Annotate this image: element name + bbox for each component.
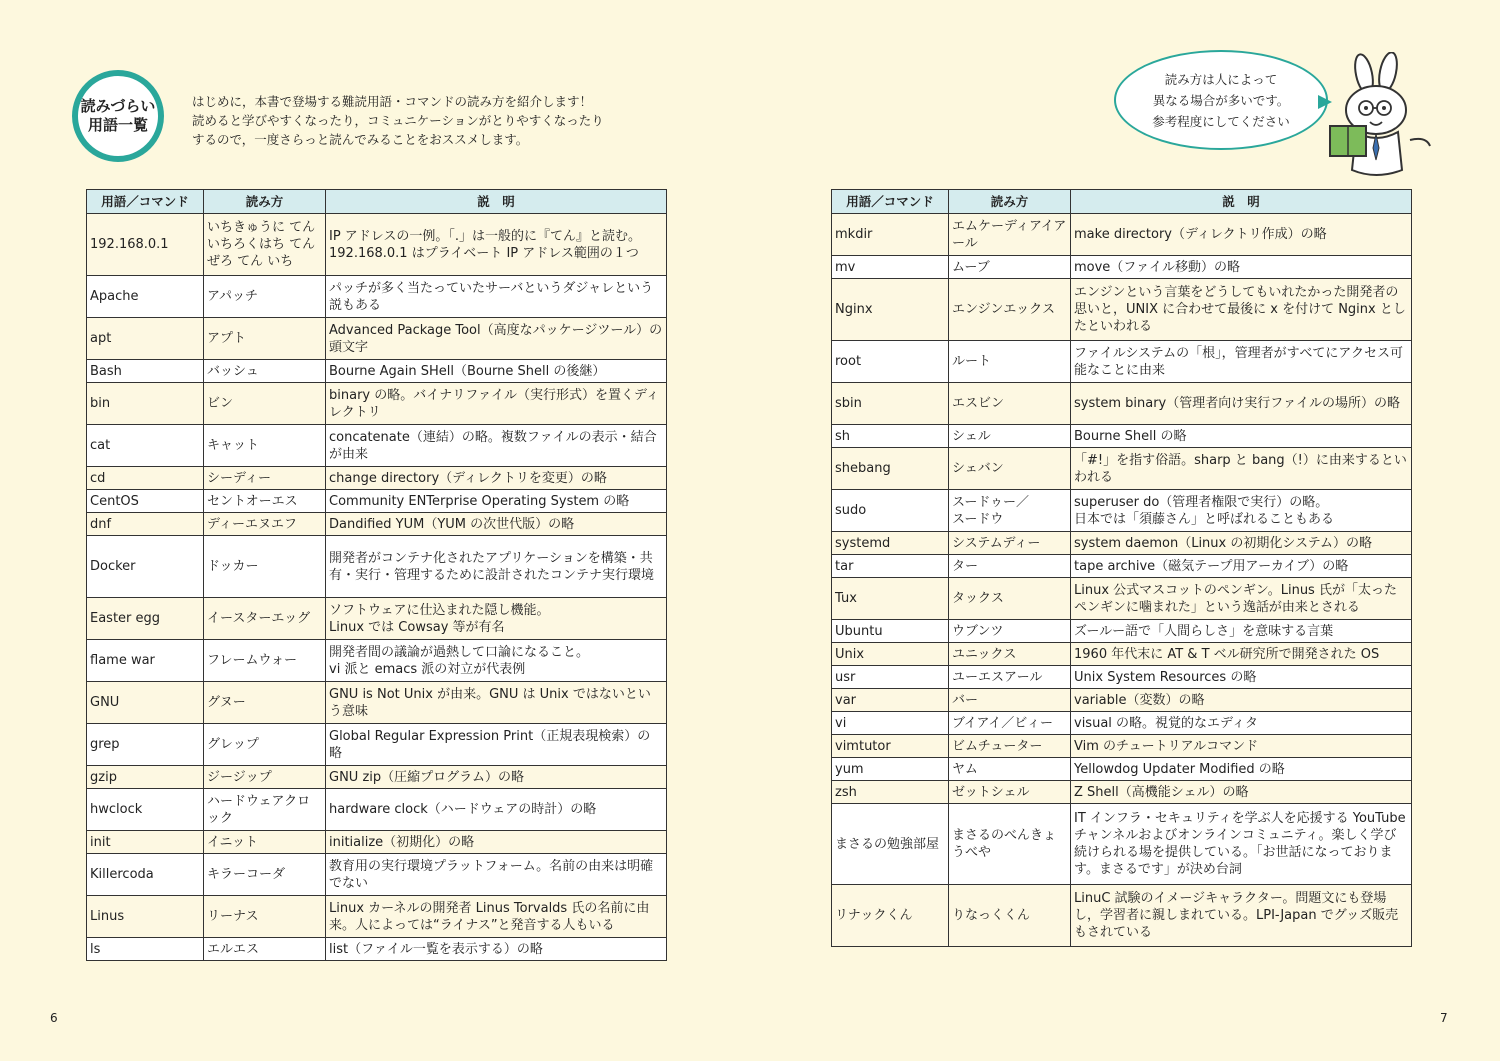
description-cell: ファイルシステムの「根」，管理者がすべてにアクセス可能なことに由来 (1071, 341, 1412, 383)
term-cell: vimtutor (832, 735, 949, 758)
bubble-line: 参考程度にしてください (1152, 113, 1290, 129)
term-cell: cd (87, 467, 204, 490)
table-row (832, 383, 1412, 425)
description-cell: Community ENTerprise Operating System の略 (326, 490, 667, 513)
reading-cell: グレップ (204, 724, 326, 766)
reading-cell: ウブンツ (949, 620, 1071, 643)
reading-cell: ビムチューター (949, 735, 1071, 758)
left-table-body (87, 214, 667, 961)
reading-cell: シーディー (204, 467, 326, 490)
reading-cell: ドッカー (204, 536, 326, 598)
description-cell: hardware clock（ハードウェアの時計）の略 (326, 789, 667, 831)
table-row (832, 666, 1412, 689)
description-cell: GNU zip（圧縮プログラム）の略 (326, 766, 667, 789)
intro-line: 読めると学びやすくなったり，コミュニケーションがとりやすくなったり (192, 113, 604, 128)
term-cell: Apache (87, 276, 204, 318)
description-cell: make directory（ディレクトリ作成）の略 (1071, 214, 1412, 256)
glossary-table-right (831, 189, 1412, 947)
description-cell: Global Regular Expression Print（正規表現検索）の略 (326, 724, 667, 766)
description-cell: binary の略。バイナリファイル（実行形式）を置くディレクトリ (326, 383, 667, 425)
description-cell: GNU is Not Unix が由来。GNU は Unix ではないという意味 (326, 682, 667, 724)
term-cell: Tux (832, 578, 949, 620)
reading-cell: シェバン (949, 448, 1071, 490)
description-cell: Unix System Resources の略 (1071, 666, 1412, 689)
description-cell: IP アドレスの一例。「.」は一般的に『てん』と読む。 192.168.0.1 はプライベート IP アドレス範囲の１つ (326, 214, 667, 276)
table-row (832, 689, 1412, 712)
table-row (87, 766, 667, 789)
table-row (87, 536, 667, 598)
description-cell: initialize（初期化）の略 (326, 831, 667, 854)
term-cell: Unix (832, 643, 949, 666)
description-cell: system binary（管理者向け実行ファイルの場所）の略 (1071, 383, 1412, 425)
description-cell: variable（変数）の略 (1071, 689, 1412, 712)
term-cell: bin (87, 383, 204, 425)
reading-cell: ユーエスアール (949, 666, 1071, 689)
table-row (87, 789, 667, 831)
header-reading: 読み方 (949, 190, 1071, 214)
reading-cell: りなっくくん (949, 885, 1071, 947)
term-cell: Linus (87, 896, 204, 938)
table-row (87, 598, 667, 640)
description-cell: Linux 公式マスコットのペンギン。Linus 氏が「太ったペンギンに噛まれた」という逸話が由来とされる (1071, 578, 1412, 620)
table-row (832, 341, 1412, 383)
table-row (87, 831, 667, 854)
header-description: 説 明 (1071, 190, 1412, 214)
reading-cell: イニット (204, 831, 326, 854)
term-cell: sbin (832, 383, 949, 425)
page-number-right: 7 (1440, 1011, 1448, 1025)
term-cell: root (832, 341, 949, 383)
reading-cell: ユニックス (949, 643, 1071, 666)
term-cell: まさるの勉強部屋 (832, 804, 949, 885)
term-cell: mv (832, 256, 949, 279)
term-cell: 192.168.0.1 (87, 214, 204, 276)
description-cell: ソフトウェアに仕込まれた隠し機能。 Linux では Cowsay 等が有名 (326, 598, 667, 640)
reading-cell: エルエス (204, 938, 326, 961)
table-row (87, 383, 667, 425)
table-row (832, 712, 1412, 735)
term-cell: hwclock (87, 789, 204, 831)
description-cell: Dandified YUM（YUM の次世代版）の略 (326, 513, 667, 536)
table-row (87, 360, 667, 383)
table-header-row (87, 190, 667, 214)
reading-cell: ディーエヌエフ (204, 513, 326, 536)
table-row (87, 425, 667, 467)
description-cell: 教育用の実行環境プラットフォーム。名前の由来は明確でない (326, 854, 667, 896)
header-reading: 読み方 (204, 190, 326, 214)
bubble-line: 読み方は人によって (1164, 71, 1278, 87)
reading-cell: まさるのべんきょうべや (949, 804, 1071, 885)
table-row (832, 256, 1412, 279)
description-cell: 1960 年代末に AT & T ベル研究所で開発された OS (1071, 643, 1412, 666)
table-row (87, 214, 667, 276)
term-cell: dnf (87, 513, 204, 536)
right-table-body (832, 214, 1412, 947)
table-row (87, 490, 667, 513)
speech-bubble (1114, 50, 1328, 150)
header-description: 説 明 (326, 190, 667, 214)
reading-cell: キラーコーダ (204, 854, 326, 896)
glossary-table-left (86, 189, 667, 961)
description-cell: list（ファイル一覧を表示する）の略 (326, 938, 667, 961)
description-cell: superuser do（管理者権限で実行）の略。 日本では「須藤さん」と呼ばれることもある (1071, 490, 1412, 532)
table-row (87, 640, 667, 682)
table-row (832, 781, 1412, 804)
table-row (832, 620, 1412, 643)
description-cell: パッチが多く当たっていたサーバというダジャレという説もある (326, 276, 667, 318)
term-cell: cat (87, 425, 204, 467)
page-number-left: 6 (50, 1011, 58, 1025)
description-cell: Linux カーネルの開発者 Linus Torvalds 氏の名前に由来。人によっては“ライナス”と発音する人もいる (326, 896, 667, 938)
rabbit-mascot-icon (1326, 52, 1436, 182)
description-cell: Advanced Package Tool（高度なパッケージツール）の頭文字 (326, 318, 667, 360)
term-cell: GNU (87, 682, 204, 724)
header-term: 用語／コマンド (87, 190, 204, 214)
badge-line-2: 用語一覧 (87, 116, 148, 134)
reading-cell: ムーブ (949, 256, 1071, 279)
reading-cell: ゼットシェル (949, 781, 1071, 804)
reading-cell: リーナス (204, 896, 326, 938)
table-row (832, 735, 1412, 758)
description-cell: Bourne Shell の略 (1071, 425, 1412, 448)
description-cell: system daemon（Linux の初期化システム）の略 (1071, 532, 1412, 555)
term-cell: apt (87, 318, 204, 360)
reading-cell: フレームウォー (204, 640, 326, 682)
description-cell: change directory（ディレクトリを変更）の略 (326, 467, 667, 490)
table-row (832, 425, 1412, 448)
description-cell: concatenate（連結）の略。複数ファイルの表示・結合が由来 (326, 425, 667, 467)
reading-cell: タックス (949, 578, 1071, 620)
reading-cell: エンジンエックス (949, 279, 1071, 341)
table-row (87, 682, 667, 724)
term-cell: gzip (87, 766, 204, 789)
reading-cell: ハードウェアクロック (204, 789, 326, 831)
table-row (87, 467, 667, 490)
description-cell: 開発者間の議論が過熱して口論になること。 vi 派と emacs 派の対立が代表例 (326, 640, 667, 682)
bubble-line: 異なる場合が多いです。 (1152, 92, 1290, 108)
reading-cell: バー (949, 689, 1071, 712)
reading-cell: ルート (949, 341, 1071, 383)
description-cell: Z Shell（高機能シェル）の略 (1071, 781, 1412, 804)
table-header-row (832, 190, 1412, 214)
description-cell: IT インフラ・セキュリティを学ぶ人を応援する YouTube チャンネルおよびオンラインコミュニティ。楽しく学び続けられる場を提供している。「お世話になっております。まさるです」が決め台詞 (1071, 804, 1412, 885)
reading-cell: スードゥー／ スードウ (949, 490, 1071, 532)
reading-cell: セントオーエス (204, 490, 326, 513)
table-row (87, 276, 667, 318)
term-cell: usr (832, 666, 949, 689)
reading-cell: アパッチ (204, 276, 326, 318)
badge-line-1: 読みづらい (80, 97, 156, 115)
term-cell: var (832, 689, 949, 712)
table-row (87, 938, 667, 961)
title-badge (72, 70, 164, 162)
table-row (832, 804, 1412, 885)
reading-cell: ヤム (949, 758, 1071, 781)
term-cell: Killercoda (87, 854, 204, 896)
table-row (832, 279, 1412, 341)
reading-cell: シェル (949, 425, 1071, 448)
term-cell: Nginx (832, 279, 949, 341)
table-row (87, 318, 667, 360)
table-row (832, 555, 1412, 578)
header-term: 用語／コマンド (832, 190, 949, 214)
term-cell: grep (87, 724, 204, 766)
reading-cell: バッシュ (204, 360, 326, 383)
term-cell: shebang (832, 448, 949, 490)
table-row (87, 854, 667, 896)
table-row (832, 214, 1412, 256)
description-cell: 「#!」を指す俗語。sharp と bang（!）に由来するといわれる (1071, 448, 1412, 490)
reading-cell: ジージップ (204, 766, 326, 789)
term-cell: init (87, 831, 204, 854)
description-cell: Vim のチュートリアルコマンド (1071, 735, 1412, 758)
term-cell: sh (832, 425, 949, 448)
description-cell: move（ファイル移動）の略 (1071, 256, 1412, 279)
reading-cell: ター (949, 555, 1071, 578)
reading-cell: アプト (204, 318, 326, 360)
reading-cell: エムケーディアイアール (949, 214, 1071, 256)
description-cell: ズールー語で「人間らしさ」を意味する言葉 (1071, 620, 1412, 643)
description-cell: visual の略。視覚的なエディタ (1071, 712, 1412, 735)
term-cell: リナックくん (832, 885, 949, 947)
term-cell: Docker (87, 536, 204, 598)
reading-cell: ビン (204, 383, 326, 425)
term-cell: tar (832, 555, 949, 578)
table-row (832, 532, 1412, 555)
term-cell: systemd (832, 532, 949, 555)
term-cell: Easter egg (87, 598, 204, 640)
reading-cell: いちきゅうに てん いちろくはち てん ぜろ てん いち (204, 214, 326, 276)
table-row (832, 578, 1412, 620)
term-cell: Bash (87, 360, 204, 383)
table-row (87, 513, 667, 536)
table-row (832, 448, 1412, 490)
term-cell: CentOS (87, 490, 204, 513)
description-cell: Yellowdog Updater Modified の略 (1071, 758, 1412, 781)
description-cell: Bourne Again SHell（Bourne Shell の後継） (326, 360, 667, 383)
term-cell: Ubuntu (832, 620, 949, 643)
intro-line: はじめに，本書で登場する難読用語・コマンドの読み方を紹介します！ (192, 94, 593, 109)
table-row (832, 643, 1412, 666)
description-cell: エンジンという言葉をどうしてもいれたかった開発者の思いと，UNIX に合わせて最後に x を付けて Nginx としたといわれる (1071, 279, 1412, 341)
intro-text (192, 92, 662, 149)
term-cell: zsh (832, 781, 949, 804)
intro-line: するので，一度さらっと読んでみることをおススメします。 (192, 132, 529, 147)
term-cell: yum (832, 758, 949, 781)
table-row (832, 758, 1412, 781)
description-cell: tape archive（磁気テープ用アーカイブ）の略 (1071, 555, 1412, 578)
table-row (832, 490, 1412, 532)
term-cell: mkdir (832, 214, 949, 256)
term-cell: ls (87, 938, 204, 961)
reading-cell: グヌー (204, 682, 326, 724)
table-row (87, 896, 667, 938)
description-cell: 開発者がコンテナ化されたアプリケーションを構築・共有・実行・管理するために設計されたコンテナ実行環境 (326, 536, 667, 598)
description-cell: LinuC 試験のイメージキャラクター。問題文にも登場し，学習者に親しまれている。LPI-Japan でグッズ販売もされている (1071, 885, 1412, 947)
reading-cell: キャット (204, 425, 326, 467)
table-row (832, 885, 1412, 947)
term-cell: sudo (832, 490, 949, 532)
term-cell: vi (832, 712, 949, 735)
reading-cell: システムディー (949, 532, 1071, 555)
reading-cell: ブイアイ／ビィー (949, 712, 1071, 735)
table-row (87, 724, 667, 766)
reading-cell: エスビン (949, 383, 1071, 425)
reading-cell: イースターエッグ (204, 598, 326, 640)
term-cell: flame war (87, 640, 204, 682)
